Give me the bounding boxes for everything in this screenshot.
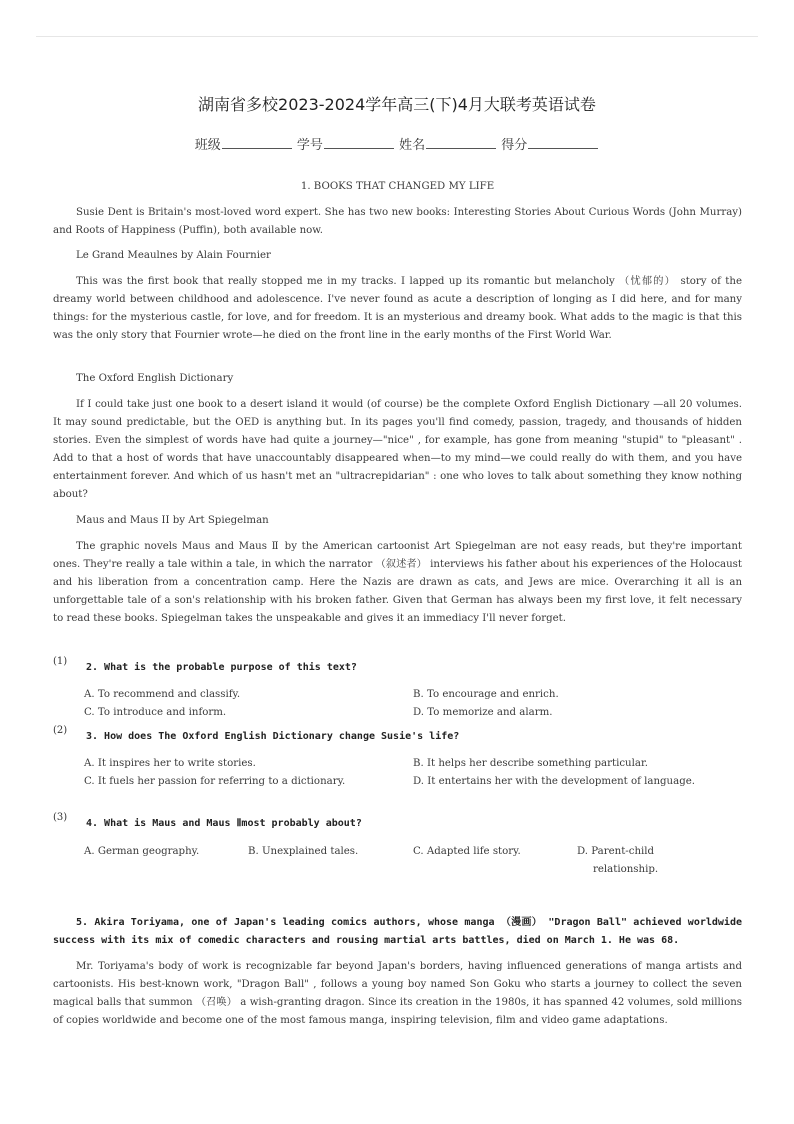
question-text: 4. What is Maus and Maus Ⅱmost probably about? bbox=[86, 818, 362, 829]
passage2-text: Mr. Toriyama's body of work is recognizable far beyond Japan's borders, having influenced generations of manga artists and cartoonists. His best-known work, "Dragon Ball" , follows a young boy named Son Goku who starts a journey to collect the seven magical balls that summon （召唤） a wish-granting dragon. Since its creation in the 1980s, it has spanned 42 volumes, sold millions of copies worldwide and become one of the most famous manga, inspiring television, film and video game adaptations. bbox=[53, 961, 742, 1026]
page-top-rule bbox=[36, 36, 758, 37]
number-label: 学号 bbox=[296, 138, 323, 153]
question-number: (1) bbox=[53, 656, 68, 667]
book1-title: Le Grand Meaulnes by Alain Fournier bbox=[76, 250, 271, 261]
score-label: 得分 bbox=[501, 138, 528, 153]
option-b[interactable]: B. To encourage and enrich. bbox=[413, 689, 559, 700]
class-label: 班级 bbox=[194, 138, 221, 153]
name-label: 姓名 bbox=[399, 138, 426, 153]
book2-title: The Oxford English Dictionary bbox=[76, 373, 234, 384]
option-a[interactable]: A. It inspires her to write stories. bbox=[84, 758, 256, 769]
passage1-heading: 1. BOOKS THAT CHANGED MY LIFE bbox=[300, 181, 495, 192]
book3-text: The graphic novels Maus and Maus Ⅱ by the American cartoonist Art Spiegelman are not easy reads, but they're important ones. They're really a tale within a tale, in which the narrator （叙述者） interviews his father about his experiences of the Holocaust and his liberation from a concentration camp. Here the Nazis are drawn as cats, and Jews are mice. Overarching it all is an unforgettable tale of a son's relationship with his broken father. Given that German has always been my first love, it felt necessary to read these books. Spiegelman takes the unspeakable and gives it an immediacy I'll never forget. bbox=[53, 541, 742, 624]
student-info-line bbox=[0, 134, 794, 153]
page-title: 湖南省多校2023-2024学年高三(下)4月大联考英语试卷 bbox=[198, 95, 596, 114]
option-a[interactable]: A. German geography. bbox=[84, 846, 200, 857]
book2-text: If I could take just one book to a desert island it would (of course) be the complete Oxford English Dictionary —all 20 volumes. It may sound predictable, but the OED is anything but. In its pages you'll find comedy, passion, tragedy, and thousands of hidden stories. Even the simplest of words have had quite a journey—"nice" , for example, has gone from meaning "stupid" to "pleasant" . Add to that a host of words that have unaccountably disappeared when—to my mind—we could really do with them, and you have entertainment forever. And which of us hasn't met an "ultracrepidarian" : one who loves to talk about something they know nothing about? bbox=[53, 399, 742, 500]
option-a[interactable]: A. To recommend and classify. bbox=[84, 689, 241, 700]
option-d[interactable]: D. It entertains her with the development of language. bbox=[413, 776, 695, 787]
passage1-intro: Susie Dent is Britain's most-loved word expert. She has two new books: Interesting Stories About Curious Words (John Murray) and Roots of Happiness (Puffin), both available now. bbox=[53, 207, 742, 236]
number-blank[interactable] bbox=[324, 138, 394, 149]
question-text: 2. What is the probable purpose of this text? bbox=[86, 662, 357, 673]
option-c[interactable]: C. To introduce and inform. bbox=[84, 707, 227, 718]
score-blank[interactable] bbox=[528, 138, 598, 149]
option-c[interactable]: C. It fuels her passion for referring to a dictionary. bbox=[84, 776, 346, 787]
option-d[interactable]: D. Parent-child relationship. bbox=[577, 846, 659, 875]
passage2-lead: 5. Akira Toriyama, one of Japan's leading comics authors, whose manga （漫画） "Dragon Ball" achieved worldwide success with its mix of comedic characters and rousing martial arts battles, died on March 1. He was 68. bbox=[53, 917, 742, 946]
question-number: (2) bbox=[53, 725, 68, 736]
class-blank[interactable] bbox=[222, 138, 292, 149]
name-blank[interactable] bbox=[426, 138, 496, 149]
option-b[interactable]: B. It helps her describe something particular. bbox=[413, 758, 648, 769]
book1-text: This was the first book that really stopped me in my tracks. I lapped up its romantic but melancholy （忧郁的） story of the dreamy world between childhood and adolescence. I've never found as acute a description of longing as I did here, and for many things: for the mysterious castle, for love, and for freedom. It is an mysterious and dreamy book. What adds to the magic is that this was the only story that Fournier wrote—he died on the front line in the early months of the First World War. bbox=[53, 276, 742, 341]
book3-title: Maus and Maus II by Art Spiegelman bbox=[76, 515, 269, 526]
question-text: 3. How does The Oxford English Dictionary change Susie's life? bbox=[86, 731, 460, 742]
question-number: (3) bbox=[53, 812, 68, 823]
option-d[interactable]: D. To memorize and alarm. bbox=[413, 707, 553, 718]
option-c[interactable]: C. Adapted life story. bbox=[413, 846, 521, 857]
option-b[interactable]: B. Unexplained tales. bbox=[248, 846, 359, 857]
